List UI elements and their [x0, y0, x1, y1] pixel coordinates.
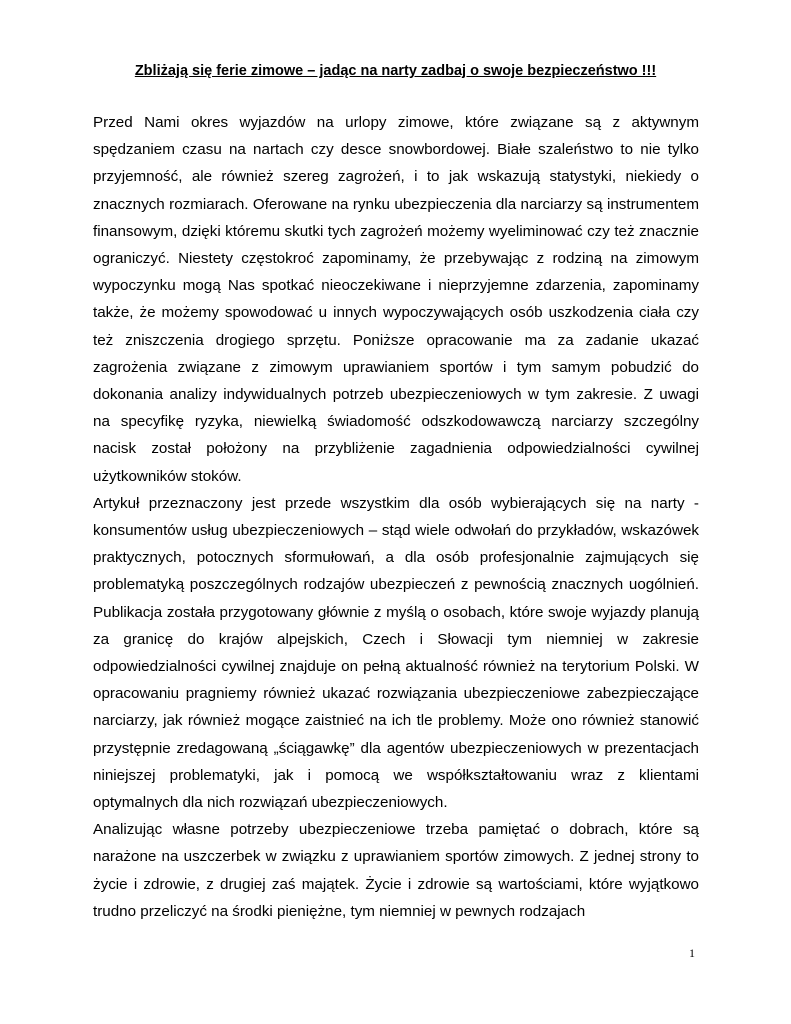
page-number: 1	[689, 946, 695, 960]
paragraph-insurance-needs: Analizując własne potrzeby ubezpieczeniowe trzeba pamiętać o dobrach, które są narażone na uszczerbek w związku z uprawianiem sportów zimowych. Z jednej strony to życie i zdrowie, z drugiej zaś majątek. Życie i zdrowie są wartościami, które wyjątkowo trudno przeliczyć na środki pieniężne, tym niemniej w pewnych rodzajach	[93, 821, 699, 920]
document-title: Zbliżają się ferie zimowe – jadąc na narty zadbaj o swoje bezpieczeństwo !!!	[134, 63, 657, 79]
paragraph-intro: Przed Nami okres wyjazdów na urlopy zimowe, które związane są z aktywnym spędzaniem czasu na nartach czy desce snowbordowej. Białe szaleństwo to nie tylko przyjemność, ale również szereg zagrożeń, i to jak wskazują statystyki, niekiedy o znacznych rozmiarach. Oferowane na rynku ubezpieczenia dla narciarzy są instrumentem finansowym, dzięki któremu skutki tych zagrożeń możemy wyeliminować czy też znacznie ograniczyć. Niestety częstokroć zapominamy, że przebywając z rodziną na zimowym wypoczynku mogą Nas spotkać nieoczekiwane i nieprzyjemne zdarzenia, zapominamy także, że możemy spowodować u innych wypoczywających osób uszkodzenia ciała czy też zniszczenia drogiego sprzętu. Poniższe opracowanie ma za zadanie ukazać zagrożenia związane z zimowym uprawianiem sportów i tym samym pobudzić do dokonania analizy indywidualnych potrzeb ubezpieczeniowych w tym zakresie. Z uwagi na specyfikę ryzyka, niewielką świadomość odszkodowawczą narciarzy szczególny nacisk został położony na przybliżenie zagadnienia odpowiedzialności cywilnej użytkowników stoków.	[93, 114, 699, 485]
paragraph-article-purpose: Artykuł przeznaczony jest przede wszystkim dla osób wybierających się na narty - konsumentów usług ubezpieczeniowych – stąd wiele odwołań do przykładów, wskazówek praktycznych, potocznych sformułowań, a dla osób profesjonalnie zajmujących się problematyką poszczególnych rodzajów ubezpieczeń z pewnością znacznych uogólnień. Publikacja została przygotowany głównie z myślą o osobach, które swoje wyjazdy planują za granicę do krajów alpejskich, Czech i Słowacji tym niemniej w zakresie odpowiedzialności cywilnej znajduje on pełną aktualność również na terytorium Polski. W opracowaniu pragniemy również ukazać rozwiązania ubezpieczeniowe zabezpieczające narciarzy, jak również mogące zaistnieć na ich tle problemy. Może ono również stanowić przystępnie zredagowaną „ściągawkę” dla agentów ubezpieczeniowych w prezentacjach niniejszej problematyki, jak i pomocą we współkształtowaniu wraz z klientami optymalnych dla nich rozwiązań ubezpieczeniowych.	[93, 494, 699, 812]
document-body	[93, 109, 699, 925]
